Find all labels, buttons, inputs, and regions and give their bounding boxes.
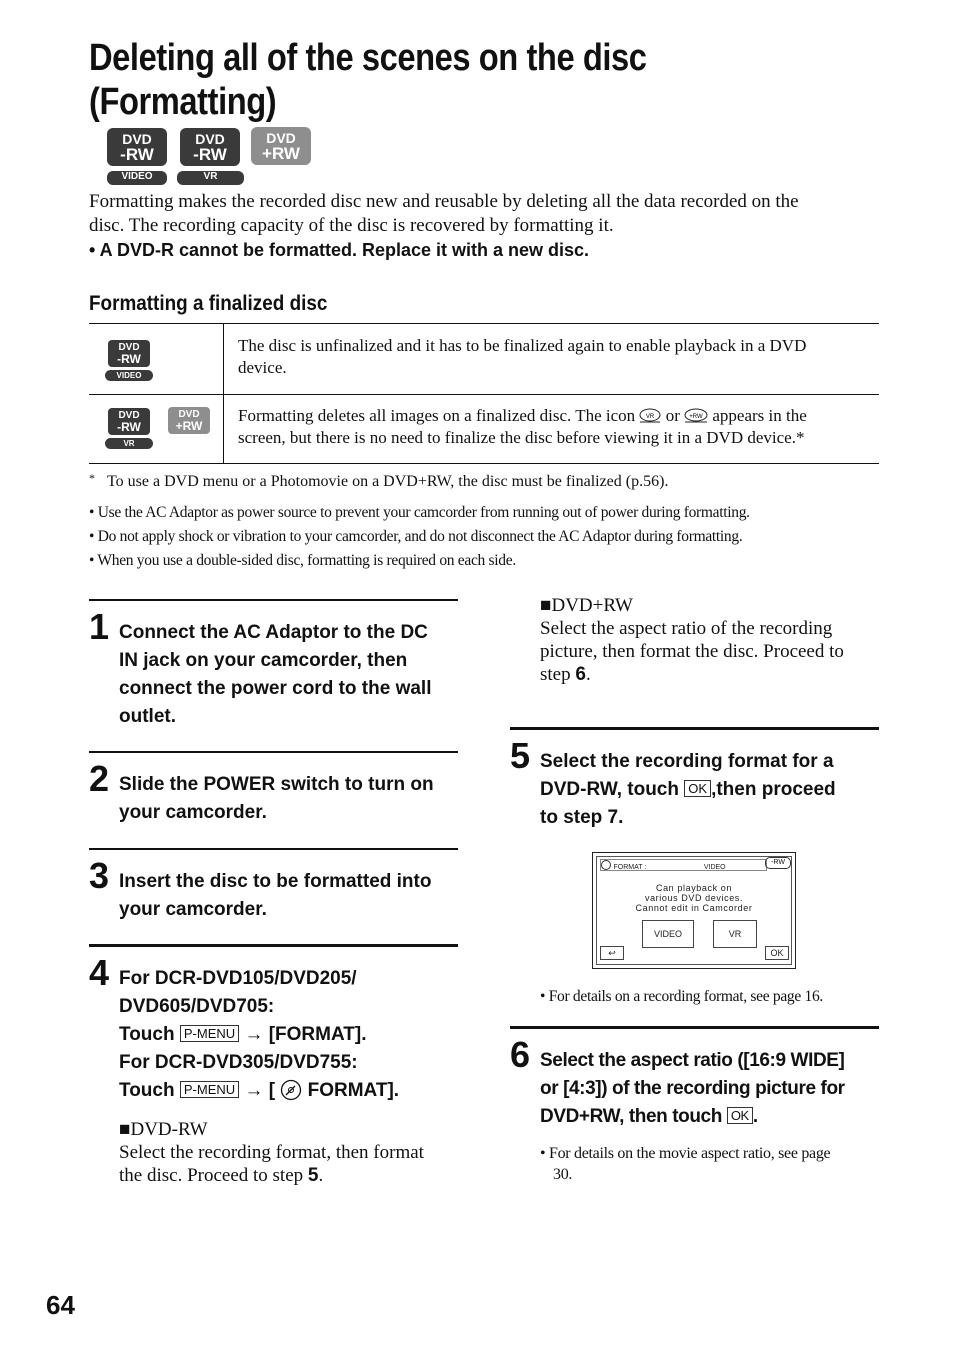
page-title [89,36,794,124]
bullet-item: • When you use a double-sided disc, formatting is required on each side. [89,552,516,569]
row2-or: or [665,406,680,425]
dvd-minus-rw-vr-badge: DVD -RW [180,128,240,166]
step5-text: Select the recording format for a DVD-RW, touch OK ,then proceed to step 7. [540,751,836,828]
p-menu-button: P-MENU [180,1025,239,1042]
no-edit-icon [601,860,611,870]
step1-text: Connect the AC Adaptor to the DC IN jack on your camcorder, then connect the power cord to the wall outlet. [119,622,432,727]
svg-text:+RW: +RW [689,414,703,420]
video-tag: VIDEO [107,171,167,185]
format-label: FORMAT : [613,864,647,871]
step3-number: 3 [89,855,110,896]
step2-text: Slide the POWER switch to turn on your camcorder. [119,774,434,823]
step3-text: Insert the disc to be formatted into your camcorder. [119,871,432,920]
row1-dvd-minus-rw-badge: DVD -RW [108,340,150,367]
step1-number: 1 [89,606,110,647]
row1-video-tag: VIDEO [105,370,153,381]
screen-message: Can playback on various DVD devices. Cannot edit in Camcorder [635,883,753,913]
step4-number: 4 [89,952,110,993]
intro-line2: disc. The recording capacity of the disc is recovered by formatting it. [89,215,614,236]
footnote-mark: * [89,471,95,485]
bullet-item: • Use the AC Adaptor as power source to prevent your camcorder from running out of power during formatting. [89,504,750,521]
dvdplusrw-note: ■DVD+RW Select the aspect ratio of the recording picture, then format the disc. Proceed to step 6. [540,595,844,685]
dvd-minus-rw-video-badge: DVD -RW [107,128,167,166]
step6-number: 6 [510,1034,531,1075]
step5-number: 5 [510,735,531,776]
disc-plus-rw-icon [684,407,708,422]
format-row [600,859,767,871]
format-value: VIDEO [703,864,726,871]
intro-text [89,190,889,238]
step4-text: For DCR-DVD105/DVD205/ DVD605/DVD705: Touch P-MENU → [FORMAT]. For DCR-DVD305/DVD755: Touch P-MENU → [ FORMAT]. [119,968,400,1101]
step6-text: Select the aspect ratio ([16:9 WIDE] or [4:3]) of the recording picture for DVD+RW, then touch OK . [540,1050,845,1127]
p-menu-button: P-MENU [180,1081,239,1098]
step2-rule [89,751,458,753]
step5-rule [510,727,879,730]
vr-tag: VR [177,171,244,185]
step3-rule [89,848,458,850]
bullet-list [89,501,889,573]
intro-line1: Formatting makes the recorded disc new and reusable by deleting all the data recorded on the [89,191,799,212]
step6-rule [510,1026,879,1029]
svg-text:VR: VR [646,414,655,420]
table-bottom-rule [89,463,879,464]
bullet-item: • Do not apply shock or vibration to your camcorder, and do not disconnect the AC Adaptor during formatting. [89,528,743,545]
section-heading: Formatting a finalized disc [89,292,328,315]
step4-dvdrw-note: ■DVD-RW Select the recording format, then format the disc. Proceed to step 5. [119,1119,424,1186]
screen-panel [596,856,792,965]
screen-ok-button[interactable]: OK [765,946,789,960]
camcorder-screen [592,852,796,969]
row1-line2: device. [238,358,287,377]
page-title-line2: (Formatting) [89,81,277,123]
row2-line1 [238,405,878,427]
row1-line1: The disc is unfinalized and it has to be finalized again to enable playback in a DVD [238,336,807,355]
table-row2-text [238,405,878,449]
table-mid-rule [89,394,879,395]
row2-dvd-minus-rw-badge: DVD -RW [108,408,150,435]
footnote-text: To use a DVD menu or a Photomovie on a DVD+RW, the disc must be finalized (p.56). [107,473,669,490]
step5-note: • For details on a recording format, see page 16. [540,988,823,1005]
ok-button-ref: OK [727,1107,753,1124]
video-button[interactable]: VIDEO [642,920,694,948]
ok-button-ref: OK [684,780,711,797]
page-title-line1: Deleting all of the scenes on the disc [89,37,647,79]
screen-rw-badge: -RW [765,857,791,869]
dvd-plus-rw-badge: DVD +RW [251,127,311,165]
step6-note: • For details on the movie aspect ratio, see page 30. [540,1145,831,1183]
step4-rule [89,944,458,947]
row2-part2: appears in the [712,406,807,425]
row2-dvd-plus-rw-badge: DVD +RW [168,407,210,434]
row2-vr-tag: VR [105,438,153,449]
disc-format-icon [280,1079,302,1101]
row2-line2: screen, but there is no need to finalize the disc before viewing it in a DVD device.* [238,428,805,447]
footnote [89,466,889,494]
table-top-rule [89,323,879,324]
dvd-r-warning: • A DVD-R cannot be formatted. Replace it with a new disc. [89,240,590,260]
page-number: 64 [46,1290,75,1320]
step2-number: 2 [89,758,110,799]
vr-button[interactable]: VR [713,920,757,948]
back-button[interactable]: ↩ [600,946,624,960]
disc-rw-vr-icon [639,407,661,422]
row2-part1: Formatting deletes all images on a finalized disc. The icon [238,406,636,425]
table-row1-text [238,335,868,379]
step1-rule [89,599,458,601]
table-column-divider [223,323,224,464]
